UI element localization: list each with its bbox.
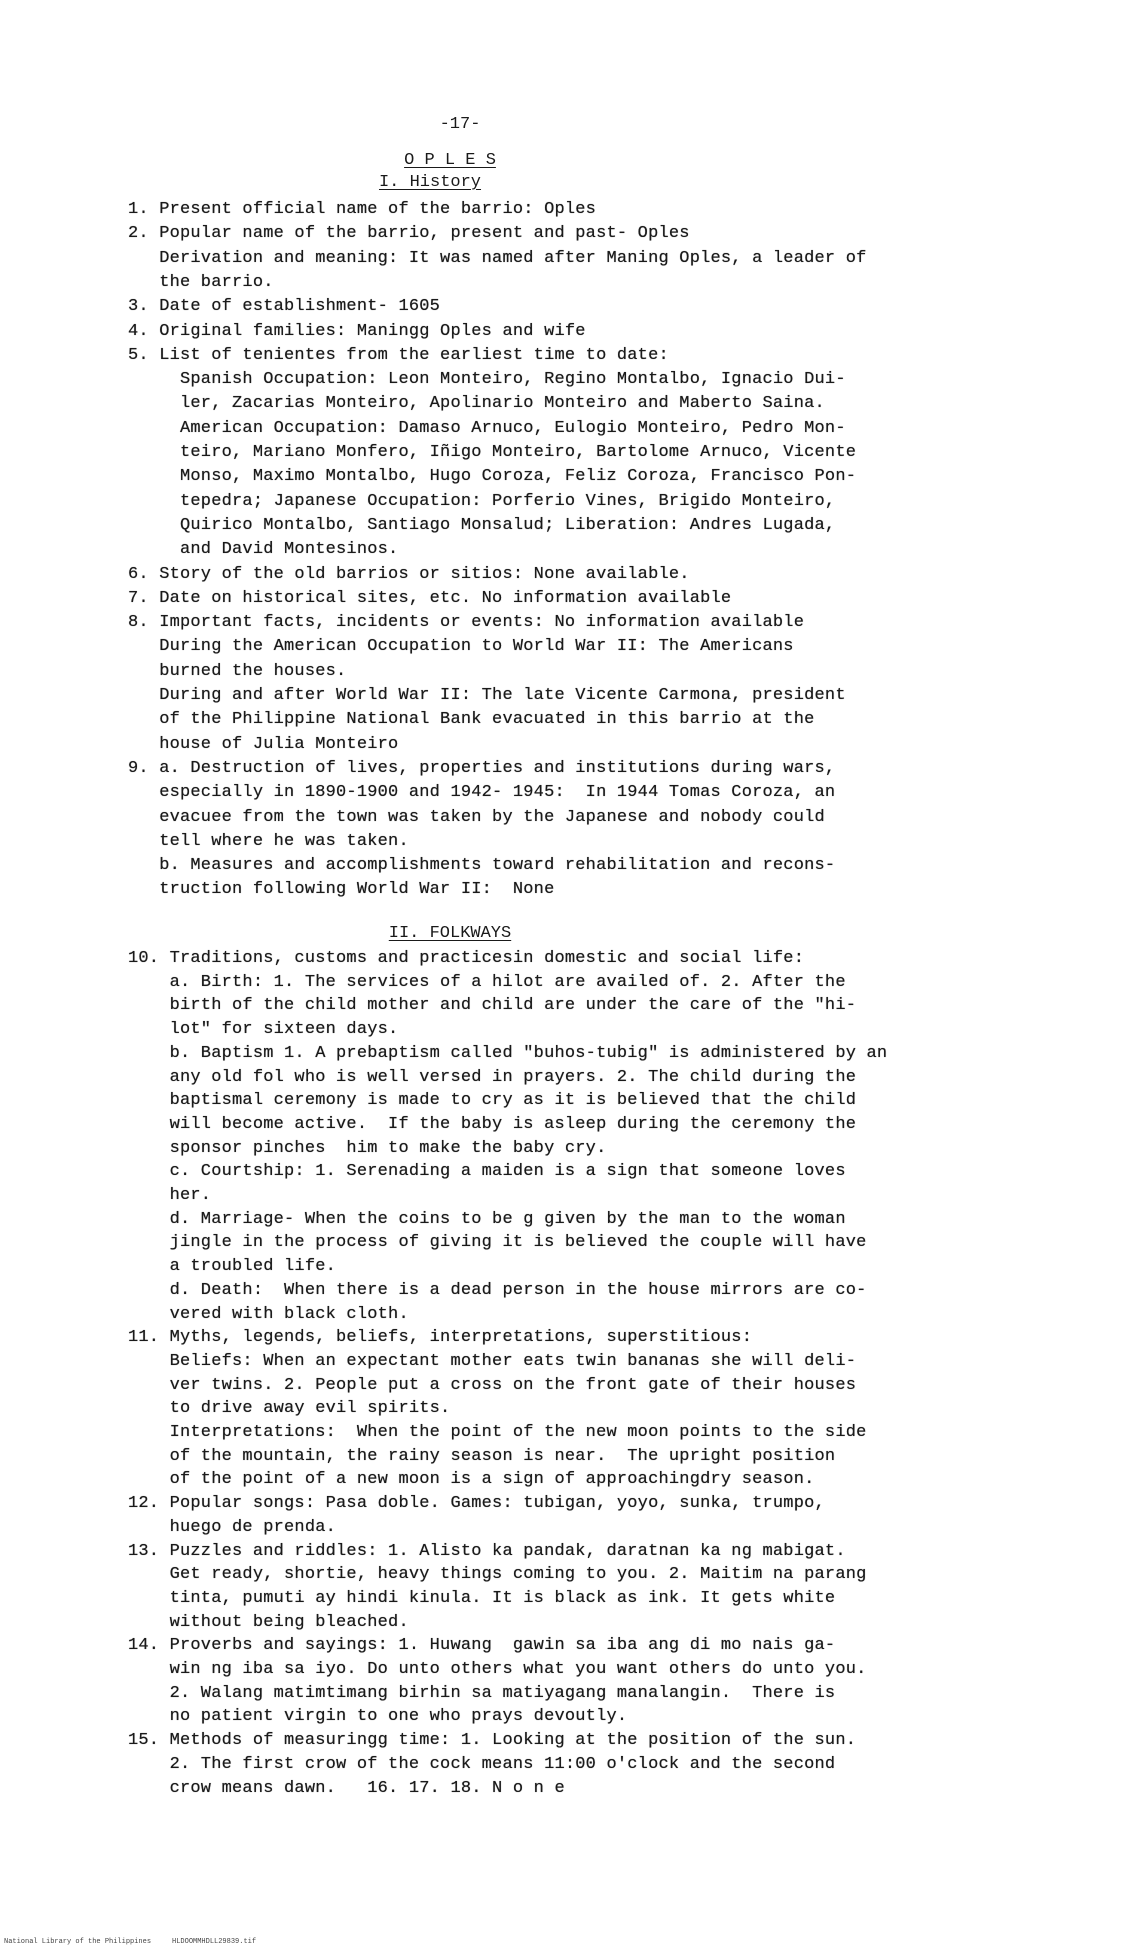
text-line: 5. List of tenientes from the earliest time to date:	[128, 345, 669, 365]
text-line: and David Montesinos.	[128, 540, 399, 560]
text-line: the barrio.	[128, 272, 274, 292]
text-line: c. Courtship: 1. Serenading a maiden is a sign that someone loves	[128, 1162, 846, 1182]
text-line: ver twins. 2. People put a cross on the front gate of their houses	[128, 1375, 857, 1395]
text-line: lot" for sixteen days.	[128, 1020, 399, 1040]
text-line: 9. a. Destruction of lives, properties and institutions during wars,	[128, 758, 836, 778]
text-line: 15. Methods of measuringg time: 1. Looking at the position of the sun.	[128, 1731, 857, 1751]
text-line: 2. Walang matimtimang birhin sa matiyagang manalangin. There is	[128, 1683, 836, 1703]
page-title: O P L E S	[404, 151, 496, 170]
text-line: 11. Myths, legends, beliefs, interpretations, superstitious:	[128, 1328, 753, 1348]
text-line: 8. Important facts, incidents or events: No information available	[128, 613, 805, 633]
text-line: ler, Zacarias Monteiro, Apolinario Monteiro and Maberto Saina.	[128, 394, 825, 414]
text-line: 6. Story of the old barrios or sitios: None available.	[128, 564, 690, 584]
text-line: especially in 1890-1900 and 1942- 1945: In 1944 Tomas Coroza, an	[128, 783, 836, 803]
text-line: of the point of a new moon is a sign of approachingdry season.	[128, 1470, 815, 1490]
text-line: American Occupation: Damaso Arnuco, Eulogio Monteiro, Pedro Mon-	[128, 418, 846, 438]
text-line: evacuee from the town was taken by the Japanese and nobody could	[128, 807, 825, 827]
text-line: no patient virgin to one who prays devoutly.	[128, 1707, 628, 1727]
text-line: 4. Original families: Maningg Oples and wife	[128, 321, 586, 341]
text-line: Interpretations: When the point of the new moon points to the side	[128, 1423, 867, 1442]
text-line: b. Measures and accomplishments toward rehabilitation and recons-	[128, 856, 836, 876]
text-line: teiro, Mariano Monfero, Iñigo Monteiro, Bartolome Arnuco, Vicente	[128, 443, 857, 462]
text-line: jingle in the process of giving it is believed the couple will have	[128, 1233, 867, 1253]
text-line: b. Baptism 1. A prebaptism called "buhos-tubig" is administered by an	[128, 1043, 888, 1063]
text-line: of the Philippine National Bank evacuated in this barrio at the	[128, 710, 815, 730]
text-line: a troubled life.	[128, 1257, 337, 1277]
text-line: Quirico Montalbo, Santiago Monsalud; Liberation: Andres Lugada,	[128, 515, 836, 535]
text-line: Beliefs: When an expectant mother eats twin bananas she will deli-	[128, 1351, 857, 1371]
text-line: of the mountain, the rainy season is near. The upright position	[128, 1446, 836, 1466]
text-line: truction following World War II: None	[128, 880, 555, 900]
text-line: 2. Popular name of the barrio, present and past- Oples	[128, 224, 690, 244]
text-line: tell where he was taken.	[128, 831, 409, 851]
text-line: sponsor pinches him to make the baby cry.	[128, 1138, 607, 1158]
text-line: baptismal ceremony is made to cry as it is believed that the child	[128, 1091, 857, 1111]
text-line: to drive away evil spirits.	[128, 1399, 451, 1419]
section-heading-folkways: II. FOLKWAYS	[388, 924, 512, 943]
text-line: 10. Traditions, customs and practicesin domestic and social life:	[128, 949, 805, 968]
text-line: Get ready, shortie, heavy things coming to you. 2. Maitim na parang	[128, 1565, 867, 1585]
text-line: a. Birth: 1. The services of a hilot are availed of. 2. After the	[128, 972, 846, 992]
text-line: any old fol who is well versed in prayers. 2. The child during the	[128, 1067, 857, 1087]
text-line: house of Julia Monteiro	[128, 734, 399, 754]
text-line: 3. Date of establishment- 1605	[128, 297, 441, 317]
text-line: burned the houses.	[128, 661, 347, 681]
text-line: Monso, Maximo Montalbo, Hugo Coroza, Feliz Coroza, Francisco Pon-	[128, 467, 857, 487]
text-line: will become active. If the baby is asleep during the ceremony the	[128, 1114, 857, 1134]
text-line: Spanish Occupation: Leon Monteiro, Regino Montalbo, Ignacio Dui-	[128, 370, 846, 390]
text-line: d. Marriage- When the coins to be g given by the man to the woman	[128, 1209, 846, 1229]
text-line: crow means dawn. 16. 17. 18. N o n e	[128, 1778, 565, 1798]
text-line: 12. Popular songs: Pasa doble. Games: tubigan, yoyo, sunka, trumpo,	[128, 1494, 825, 1514]
text-line: without being bleached.	[128, 1612, 409, 1632]
text-line: 1. Present official name of the barrio: Oples	[128, 200, 597, 219]
text-line: tepedra; Japanese Occupation: Porferio Vines, Brigido Monteiro,	[128, 491, 836, 511]
text-line: tinta, pumuti ay hindi kinula. It is black as ink. It gets white	[128, 1588, 836, 1608]
text-line: 13. Puzzles and riddles: 1. Alisto ka pandak, daratnan ka ng mabigat.	[128, 1541, 846, 1561]
text-line: Derivation and meaning: It was named after Maning Oples, a leader of	[128, 248, 867, 268]
text-line: d. Death: When there is a dead person in the house mirrors are co-	[128, 1280, 867, 1300]
archive-footer: National Library of the Philippines HLDOOMMHDLL29839.tif	[4, 1938, 257, 1946]
text-line: 14. Proverbs and sayings: 1. Huwang gawin sa iba ang di mo nais ga-	[128, 1636, 836, 1656]
text-line: During and after World War II: The late Vicente Carmona, president	[128, 686, 846, 705]
text-line: vered with black cloth.	[128, 1304, 409, 1324]
text-line: During the American Occupation to World War II: The Americans	[128, 637, 794, 657]
text-line: 2. The first crow of the cock means 11:00 o'clock and the second	[128, 1754, 836, 1774]
text-line: 7. Date on historical sites, etc. No information available	[128, 588, 732, 608]
text-line: her.	[128, 1186, 212, 1205]
section-heading-history: I. History	[378, 173, 482, 192]
text-line: birth of the child mother and child are under the care of the "hi-	[128, 996, 857, 1016]
text-line: huego de prenda.	[128, 1517, 337, 1537]
text-line: win ng iba sa iyo. Do unto others what you want others do unto you.	[128, 1660, 867, 1679]
page-number: -17-	[439, 115, 481, 134]
